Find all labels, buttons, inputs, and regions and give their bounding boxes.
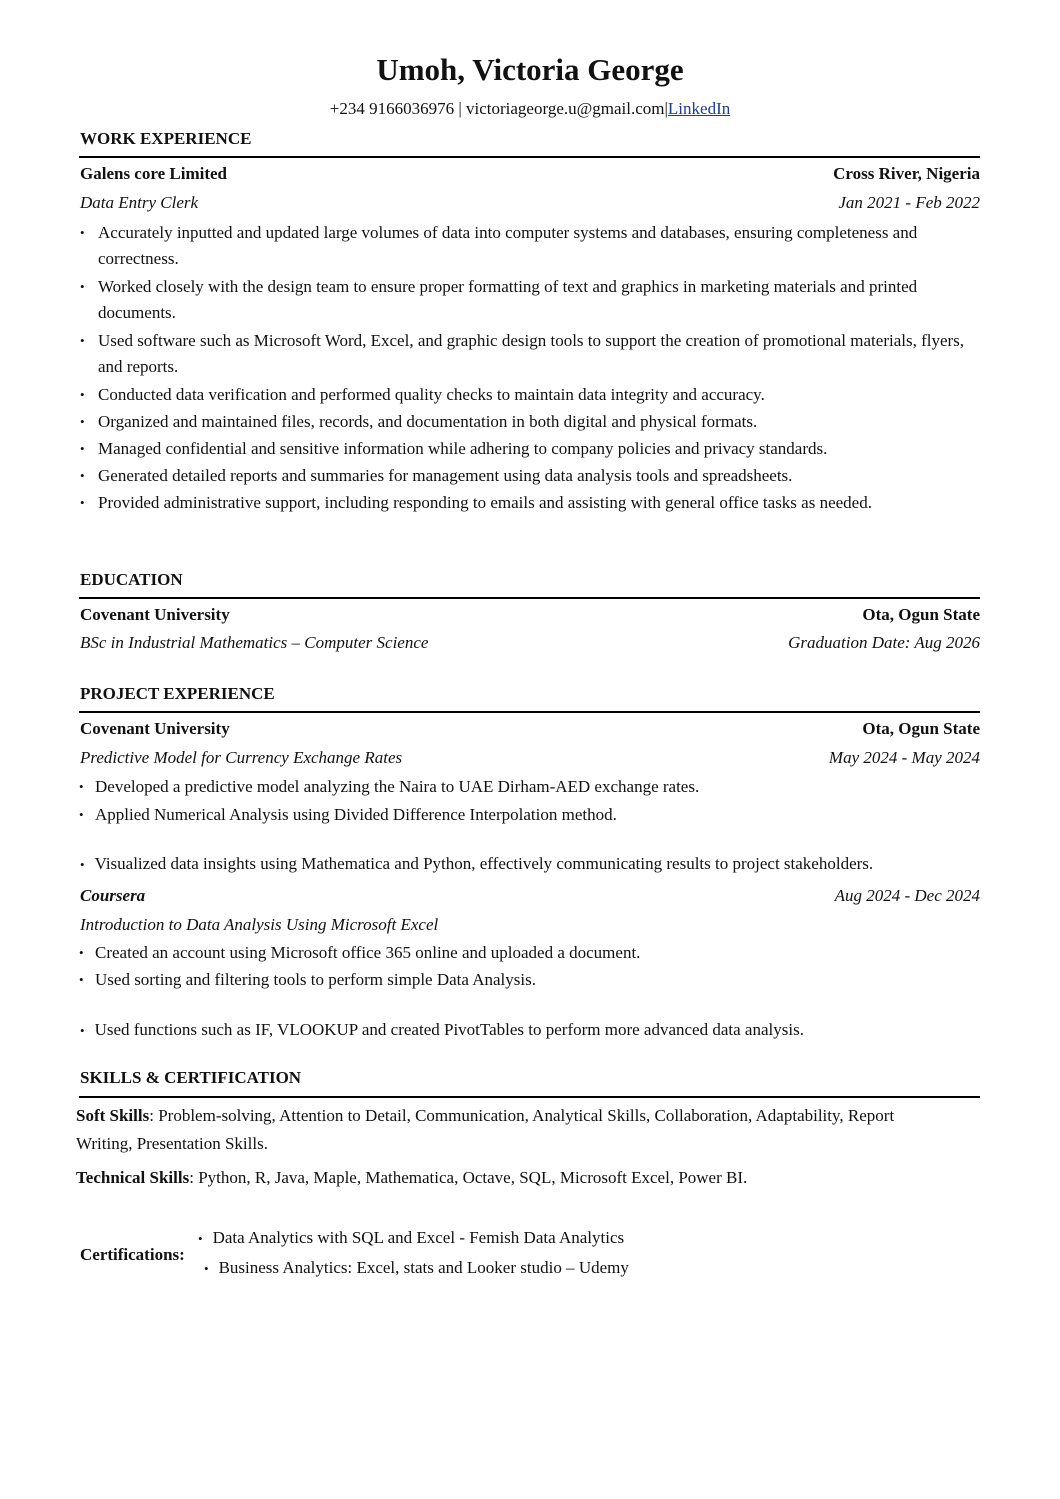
- project-name: Introduction to Data Analysis Using Microsoft Excel: [80, 915, 439, 934]
- list-item: • Organized and maintained files, records, and documentation in both digital and physical formats.: [80, 409, 965, 435]
- email-address: victoriageorge.u@gmail.com: [466, 99, 665, 118]
- technical-skills-label: Technical Skills: [76, 1168, 190, 1187]
- section-divider: [79, 1096, 980, 1098]
- section-title-education: EDUCATION: [80, 570, 183, 589]
- list-item: • Provided administrative support, including responding to emails and assisting with general office tasks as needed.: [80, 490, 965, 516]
- list-item: • Applied Numerical Analysis using Divided Difference Interpolation method.: [79, 802, 979, 828]
- bullet-icon: •: [80, 1023, 85, 1038]
- soft-skills: [76, 1102, 936, 1158]
- bullet-icon: •: [80, 857, 85, 872]
- section-title-skills: SKILLS & CERTIFICATION: [80, 1068, 302, 1087]
- separator: |: [664, 99, 668, 118]
- project-bullets: [79, 774, 979, 828]
- list-item: • Generated detailed reports and summaries for management using data analysis tools and spreadsheets.: [80, 463, 965, 489]
- school-name: Covenant University: [80, 605, 230, 624]
- bullet-icon: •: [204, 1261, 209, 1276]
- school-location: Ota, Ogun State: [862, 605, 980, 624]
- certification-text: Business Analytics: Excel, stats and Looker studio – Udemy: [218, 1258, 629, 1277]
- list-item: [80, 851, 873, 878]
- work-entry-header: [80, 162, 980, 186]
- project-dates: May 2024 - May 2024: [828, 748, 980, 767]
- graduation-date: Graduation Date: Aug 2026: [788, 633, 980, 652]
- education-entry-header: [80, 603, 980, 627]
- candidate-name: Umoh, Victoria George: [376, 52, 684, 87]
- list-item-text: Visualized data insights using Mathematica and Python, effectively communicating results to project stakeholders.: [94, 854, 874, 873]
- certifications-label: Certifications:: [80, 1245, 185, 1264]
- project-entry-header: [80, 884, 980, 908]
- soft-skills-list: : Problem-solving, Attention to Detail, Communication, Analytical Skills, Collaboration, Adaptability, Report Writing, Presentation Skills.: [76, 1106, 895, 1153]
- certification-text: Data Analytics with SQL and Excel - Femish Data Analytics: [212, 1228, 625, 1247]
- section-divider: [79, 156, 980, 158]
- contact-line: [0, 98, 1060, 120]
- list-item: • Managed confidential and sensitive information while adhering to company policies and privacy standards.: [80, 436, 965, 462]
- project-location: Ota, Ogun State: [862, 719, 980, 738]
- project-bullets: [79, 940, 979, 993]
- list-item: • Used sorting and filtering tools to perform simple Data Analysis.: [79, 967, 979, 993]
- project-dates: Aug 2024 - Dec 2024: [834, 886, 980, 905]
- certification-item: [204, 1254, 629, 1283]
- job-dates: Jan 2021 - Feb 2022: [838, 193, 980, 212]
- certification-item: [198, 1224, 624, 1253]
- project-entry-subheader: [80, 913, 980, 937]
- separator: |: [458, 99, 462, 118]
- section-divider: [79, 597, 980, 599]
- soft-skills-label: Soft Skills: [76, 1106, 150, 1125]
- list-item: • Conducted data verification and performed quality checks to maintain data integrity and accuracy.: [80, 382, 965, 408]
- section-title-work: WORK EXPERIENCE: [80, 129, 252, 148]
- education-entry-subheader: [80, 631, 980, 655]
- company-name: Galens core Limited: [80, 164, 227, 183]
- company-location: Cross River, Nigeria: [833, 164, 980, 183]
- list-item-text: Used functions such as IF, VLOOKUP and created PivotTables to perform more advanced data analysis.: [94, 1020, 804, 1039]
- degree: BSc in Industrial Mathematics – Computer Science: [80, 633, 429, 652]
- phone-number: +234 9166036976: [329, 99, 455, 118]
- linkedin-link[interactable]: LinkedIn: [667, 99, 731, 118]
- section-title-projects: PROJECT EXPERIENCE: [80, 684, 275, 703]
- project-org: Coursera: [80, 886, 146, 905]
- list-item: • Developed a predictive model analyzing the Naira to UAE Dirham-AED exchange rates.: [79, 774, 979, 800]
- project-org: Covenant University: [80, 719, 230, 738]
- work-bullets: [80, 220, 965, 516]
- bullet-icon: •: [198, 1231, 203, 1246]
- list-item: • Created an account using Microsoft office 365 online and uploaded a document.: [79, 940, 979, 966]
- work-entry-subheader: [80, 191, 980, 215]
- section-divider: [79, 711, 980, 713]
- project-entry-subheader: [80, 746, 980, 770]
- job-role: Data Entry Clerk: [80, 193, 199, 212]
- list-item: • Accurately inputted and updated large volumes of data into computer systems and databases, ensuring completeness and correctness.: [80, 220, 965, 272]
- project-name: Predictive Model for Currency Exchange Rates: [80, 748, 403, 767]
- list-item: • Used software such as Microsoft Word, Excel, and graphic design tools to support the creation of promotional materials, flyers, and reports.: [80, 328, 965, 380]
- project-entry-header: [80, 717, 980, 741]
- technical-skills: [76, 1164, 936, 1192]
- list-item: [80, 1017, 804, 1044]
- list-item: • Worked closely with the design team to ensure proper formatting of text and graphics in marketing materials and printed documents.: [80, 274, 965, 326]
- technical-skills-list: : Python, R, Java, Maple, Mathematica, Octave, SQL, Microsoft Excel, Power BI.: [189, 1168, 748, 1187]
